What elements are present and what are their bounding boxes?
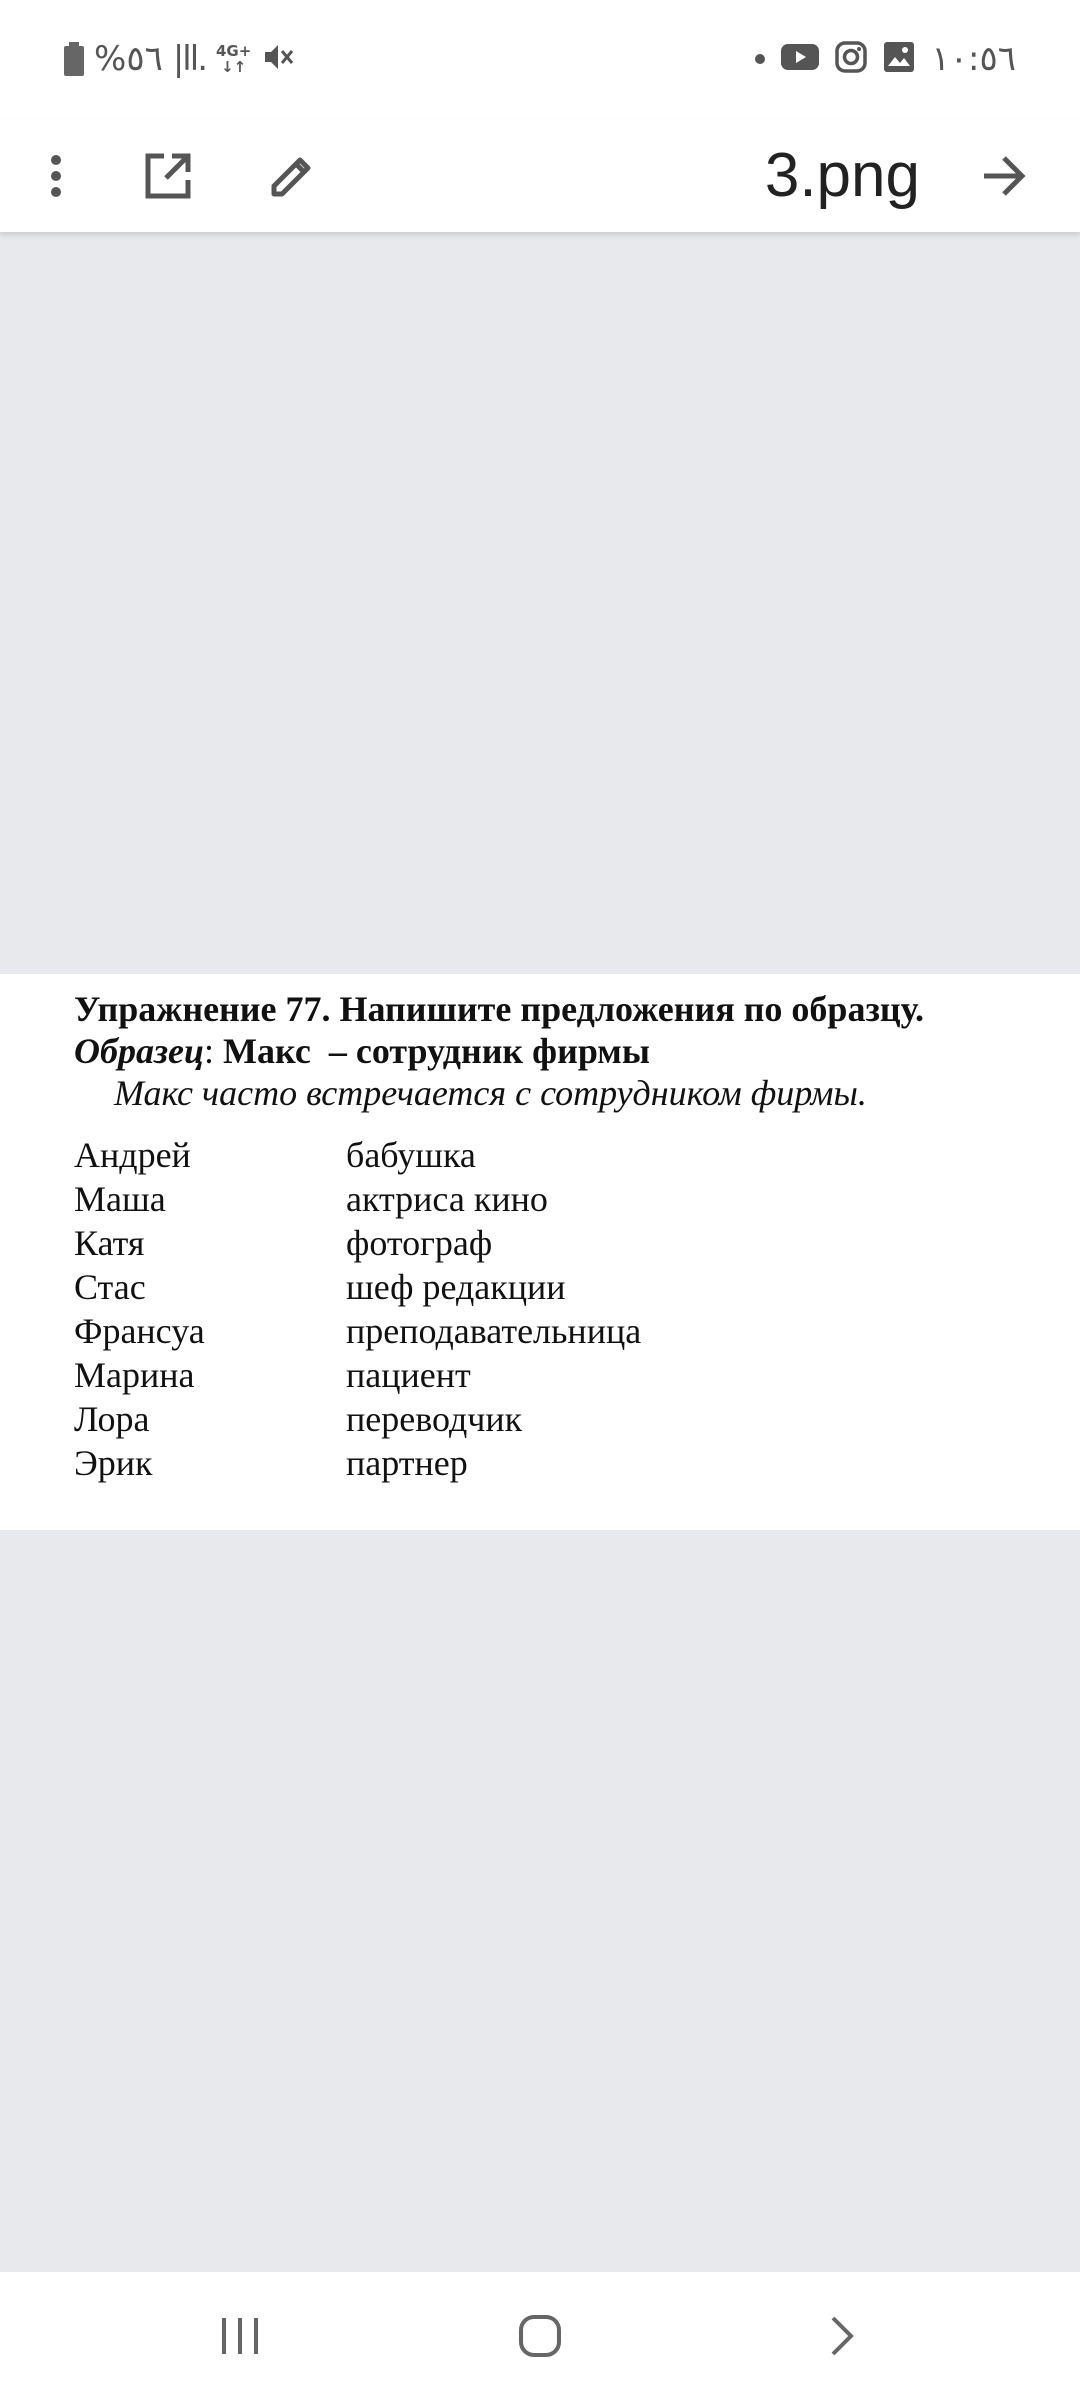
sample-label: Образец [74, 1031, 205, 1071]
heading-label: Упражнение 77 [74, 989, 322, 1029]
row-word: пациент [346, 1355, 471, 1395]
dot-icon [755, 54, 765, 64]
list-item [74, 1266, 774, 1310]
row-name: Лора [74, 1399, 150, 1439]
sample-line [74, 1030, 650, 1072]
row-name: Эрик [74, 1443, 153, 1483]
status-left [64, 36, 295, 82]
edit-pencil-icon[interactable] [256, 140, 328, 212]
home-icon[interactable] [490, 2296, 590, 2376]
row-name: Марина [74, 1355, 195, 1395]
row-name: Катя [74, 1223, 145, 1263]
list-item [74, 1310, 774, 1354]
app-bar [0, 120, 1080, 232]
instagram-icon [835, 41, 867, 78]
list-item [74, 1222, 774, 1266]
sample-colon: : [204, 1031, 224, 1071]
row-word: шеф редакции [346, 1267, 566, 1307]
heading-text: . Напишите предложения по образцу. [321, 989, 925, 1029]
mute-icon [261, 40, 295, 79]
arrow-right-icon[interactable] [968, 140, 1040, 212]
list-item [74, 1134, 774, 1178]
sample-sentence: Макс часто встречается с сотрудником фирмы. [114, 1073, 867, 1113]
row-word: фотограф [346, 1223, 493, 1263]
open-external-icon[interactable] [132, 140, 204, 212]
row-word: бабушка [346, 1135, 476, 1175]
row-word: партнер [346, 1443, 468, 1483]
row-word: актриса кино [346, 1179, 548, 1219]
document-image [0, 974, 1080, 1530]
network-4g-icon: 4G+ ↓↑ [216, 42, 252, 76]
row-name: Маша [74, 1179, 166, 1219]
list-item [74, 1442, 774, 1486]
signal-icon: |ll. [172, 39, 206, 79]
status-bar [0, 0, 1080, 120]
status-right [755, 36, 1016, 82]
list-item [74, 1178, 774, 1222]
youtube-icon [781, 42, 819, 77]
back-icon[interactable] [792, 2296, 892, 2376]
battery-icon [64, 42, 84, 76]
network-label: 4G+ [216, 42, 252, 60]
row-name: Франсуа [74, 1311, 205, 1351]
row-word: преподавательница [346, 1311, 642, 1351]
gallery-icon [883, 41, 915, 78]
exercise-heading [74, 988, 924, 1030]
clock: ١٠:٥٦ [931, 39, 1016, 79]
row-name: Стас [74, 1267, 146, 1307]
more-vertical-icon[interactable] [20, 140, 92, 212]
battery-percent: %٥٦ [94, 39, 163, 79]
recent-apps-icon[interactable] [190, 2296, 290, 2376]
list-item [74, 1398, 774, 1442]
row-word: переводчик [346, 1399, 523, 1439]
row-name: Андрей [74, 1135, 191, 1175]
list-item [74, 1354, 774, 1398]
file-title: 3.png [764, 141, 920, 210]
sample-text: Макс – сотрудник фирмы [223, 1031, 650, 1071]
navigation-bar [0, 2272, 1080, 2400]
